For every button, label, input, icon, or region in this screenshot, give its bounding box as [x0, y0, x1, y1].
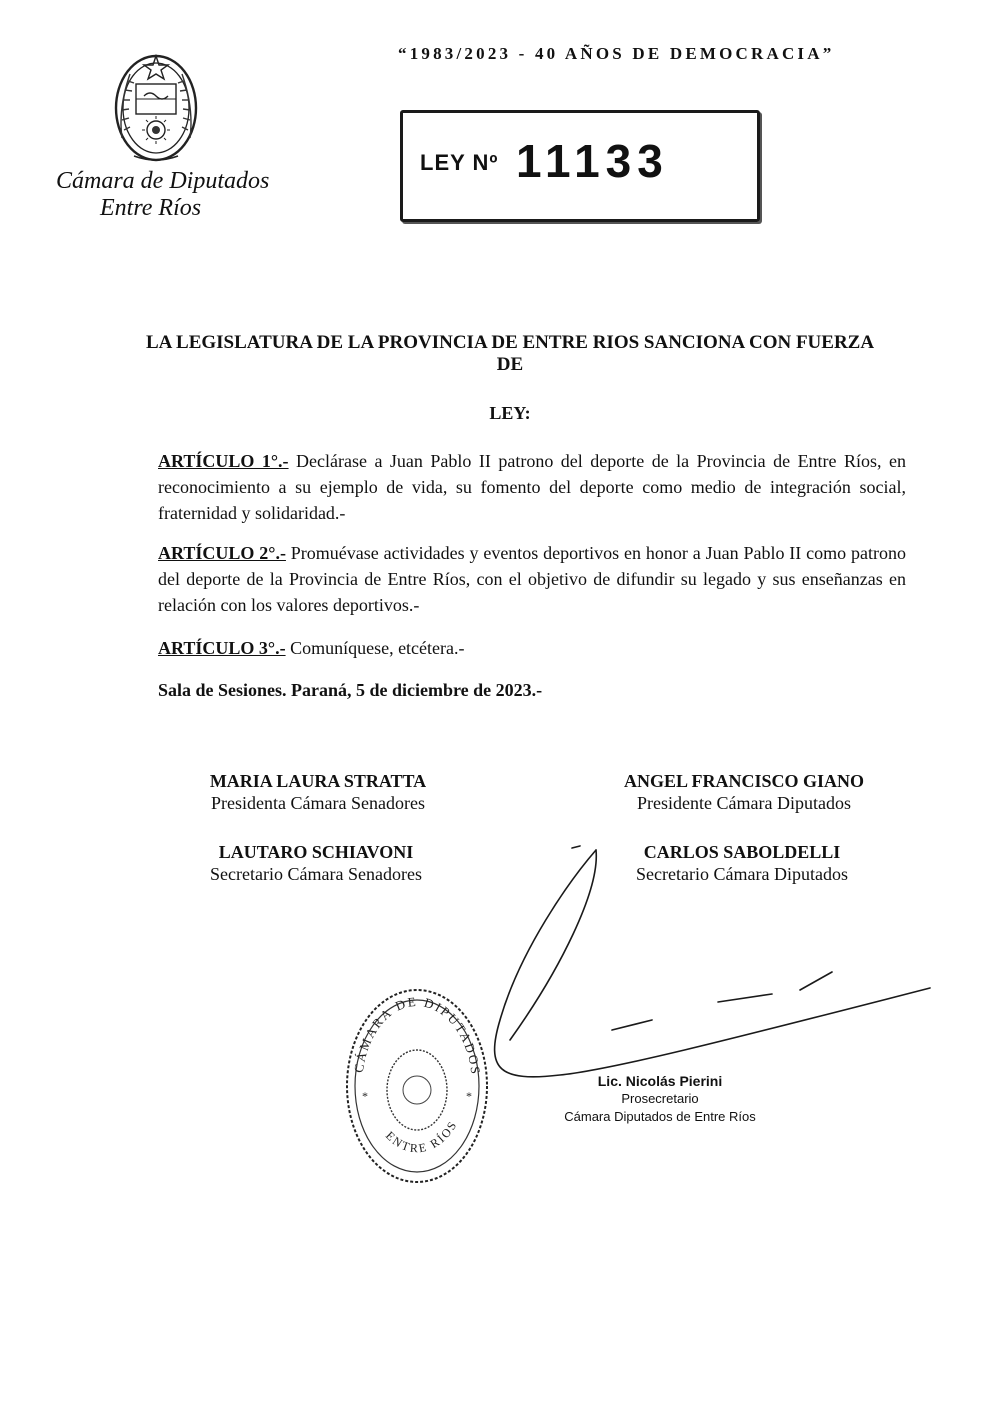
signatory-role: Presidenta Cámara Senadores: [211, 793, 425, 813]
seal-bottom-text: ENTRE RÍOS: [382, 1117, 461, 1156]
ley-heading: LEY:: [489, 403, 531, 423]
signatory-name: MARIA LAURA STRATTA: [209, 771, 427, 791]
article-3-text: Comuníquese, etcétera.-: [285, 638, 465, 658]
article-1: [158, 448, 906, 526]
stamp-chamber: Cámara Diputados de Entre Ríos: [564, 1109, 756, 1124]
chamber-name-line2: Entre Ríos: [100, 195, 202, 221]
svg-text:*: *: [466, 1089, 472, 1103]
article-1-text: Declárase a Juan Pablo II patrono del deporte de la Provincia de Entre Ríos, en reconocimiento a su ejemplo de vida, su fomento del deporte como medio de integración social, fraternidad y solidaridad.-: [158, 451, 906, 523]
session-closing-line: Sala de Sesiones. Paraná, 5 de diciembre de 2023.-: [158, 680, 543, 700]
signatory-name: ANGEL FRANCISCO GIANO: [623, 771, 865, 791]
signatory-senate-secretary: [166, 841, 466, 885]
signatory-name: LAUTARO SCHIAVONI: [218, 842, 414, 862]
signatory-deputies-president: [594, 770, 894, 814]
provincial-crest-icon: [108, 38, 204, 166]
seal-top-text: CÁMARA DE DIPUTADOS: [350, 993, 484, 1077]
stamp-name: Lic. Nicolás Pierini: [597, 1073, 723, 1089]
democracy-motto: “1983/2023 - 40 AÑOS DE DEMOCRACIA”: [398, 44, 835, 63]
signatory-role: Secretario Cámara Diputados: [636, 864, 848, 884]
signatory-deputies-secretary: [592, 841, 892, 885]
official-seal-icon: [342, 986, 492, 1186]
law-number: 11133: [516, 135, 669, 187]
enactment-heading: LA LEGISLATURA DE LA PROVINCIA DE ENTRE RIOS SANCIONA CON FUERZA DE: [145, 332, 875, 375]
article-2-label: ARTÍCULO 2°.-: [158, 543, 286, 563]
article-1-label: ARTÍCULO 1°.-: [158, 451, 289, 471]
signatory-role: Secretario Cámara Senadores: [210, 864, 422, 884]
chamber-name-line1: Cámara de Diputados: [56, 168, 270, 194]
article-3: [158, 635, 906, 661]
law-number-label: LEY Nº: [420, 150, 499, 175]
article-2: [158, 540, 906, 618]
article-2-text: Promuévase actividades y eventos deportivos en honor a Juan Pablo II como patrono del deporte de la Provincia de Entre Ríos, con el objetivo de difundir su legado y sus enseñanzas en relación con los valores deportivos.-: [158, 543, 906, 615]
signature-stamp: [540, 1072, 780, 1126]
signatory-senate-president: [168, 770, 468, 814]
svg-text:*: *: [362, 1089, 368, 1103]
stamp-title: Prosecretario: [621, 1091, 699, 1106]
chamber-name: [56, 168, 286, 222]
signatory-role: Presidente Cámara Diputados: [637, 793, 851, 813]
article-3-label: ARTÍCULO 3°.-: [158, 638, 286, 658]
signatory-name: CARLOS SABOLDELLI: [643, 842, 841, 862]
